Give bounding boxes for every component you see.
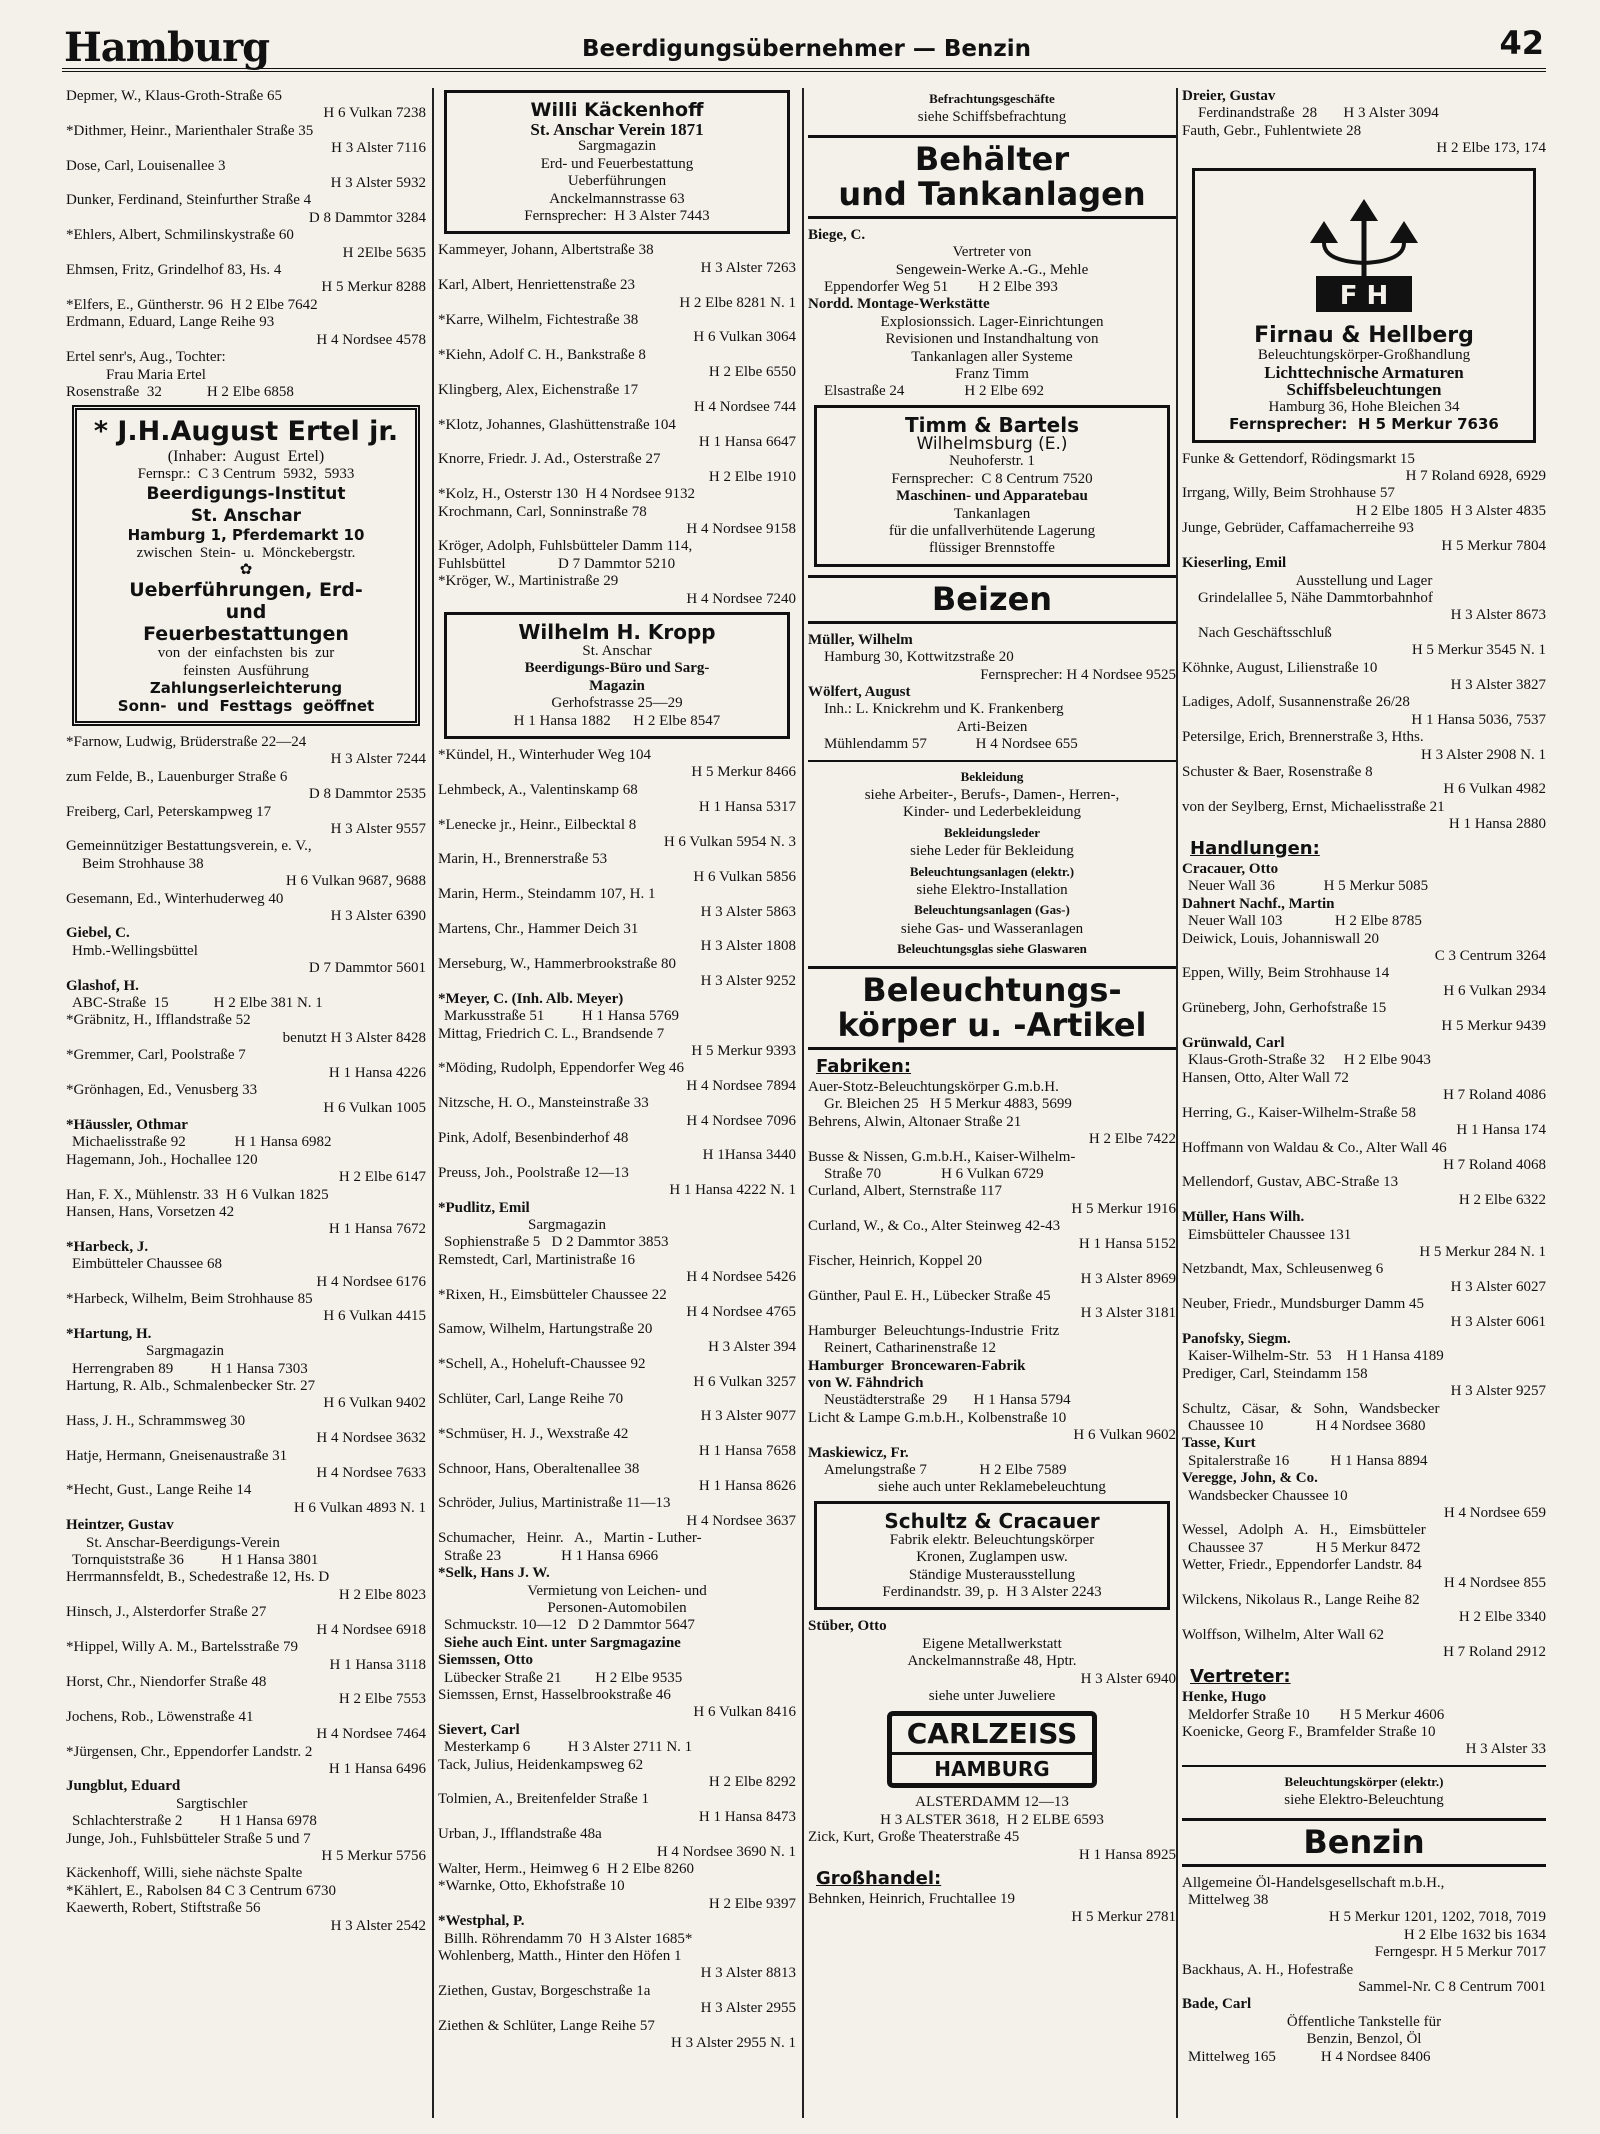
entry: Köhnke, August, Lilienstraße 10 H 3 Alster 3827 [1182,659,1546,693]
entry: Wessel, Adolph A. H., Eimsbütteler Chaussee 37 H 5 Merkur 8472 [1182,1522,1426,1556]
entry: Siemssen, Ernst, Hasselbrookstraße 46 H 6 Vulkan 8416 [438,1686,796,1721]
entry: Horst, Chr., Niendorfer Straße 48 H 2 Elbe 7553 [66,1673,426,1708]
entry: Gesemann, Ed., Winterhuderweg 40 H 3 Alster 6390 [66,890,426,925]
entry: Heintzer, Gustav St. Anschar-Beerdigungs-Verein Tornquiststraße 36 H 1 Hansa 3801 [66,1517,319,1569]
entry: Nordd. Montage-Werkstätte Explosionssich. Lager-Einrichtungen Revisionen und Instandhaltung von Tankanlagen aller Systeme Franz Timm Elsastraße 24 H 2 Elbe 692 [808,296,1104,400]
entry: Karl, Albert, Henriettenstraße 23 H 2 Elbe 8281 N. 1 [438,277,796,311]
entry: Giebel, C. Hmb.-Wellingsbüttel D 7 Dammtor 5601 [66,925,426,977]
entry: Kröger, Adolph, Fuhlsbütteler Damm 114, Fuhlsbüttel D 7 Dammtor 5210 [438,538,693,572]
entry: Schlüter, Carl, Lange Reihe 70 H 3 Alster 9077 [438,1391,796,1425]
entry: *Rixen, H., Eimsbütteler Chaussee 22 H 4 Nordsee 4765 [438,1286,796,1320]
subheading: Handlungen: [1190,837,1320,859]
entry: Ziethen, Gustav, Borgeschstraße 1a H 3 Alster 2955 [438,1982,796,2017]
entry: Irrgang, Willy, Beim Strohhause 57 H 2 Elbe 1805 H 3 Alster 4835 [1182,485,1546,519]
entry: Tolmien, A., Breitenfelder Straße 1 H 1 Hansa 8473 [438,1791,796,1825]
divider [808,760,1176,762]
page-number: 42 [1499,24,1544,62]
entry: Erdmann, Eduard, Lange Reihe 93 H 4 Nordsee 4578 [66,314,426,348]
entry: Mittag, Friedrich C. L., Brandsende 7 H 5 Merkur 9393 [438,1025,796,1059]
entry: *Hippel, Willy A. M., Bartelsstraße 79 H 1 Hansa 3118 [66,1639,426,1673]
entry: *Elfers, E., Güntherstr. 96 H 2 Elbe 7642 [66,296,318,313]
entry: *Kündel, H., Winterhuder Weg 104 H 5 Merkur 8466 [438,747,796,781]
entry: *Schmüser, H. J., Wexstraße 42 H 1 Hansa 7658 [438,1425,796,1460]
advert-ertel: * J.H.August Ertel jr. (Inhaber: August Ertel) Fernspr.: C 3 Centrum 5932, 5933 Beerdigungs-Institut St. Anschar Hamburg 1, Pferdemarkt 10 zwischen Stein- u. Mönckebergstr. ✿ Ueberführungen, Erd- und Feuerbestattungen von der einfachsten bis zur feinsten Ausführung Zahlungserleichterung Sonn- und Festtags geöffnet [72,405,420,726]
entry: Koenicke, Georg F., Bramfelder Straße 10 H 3 Alster 33 [1182,1723,1546,1758]
entry: von der Seylberg, Ernst, Michaelisstraße 21 H 1 Hansa 2880 [1182,798,1546,833]
entry: Junge, Joh., Fuhlsbütteler Straße 5 und 7 H 5 Merkur 5756 [66,1830,426,1864]
subheading: Fabriken: [816,1055,912,1077]
header-section: Beerdigungsübernehmer — Benzin [582,36,1031,62]
entry: Wetter, Friedr., Eppendorfer Landstr. 84 H 4 Nordsee 855 [1182,1557,1546,1591]
entry: Müller, Wilhelm Hamburg 30, Kottwitzstraße 20 Fernsprecher: H 4 Nordsee 9525 [808,631,1176,683]
entry: Schnoor, Hans, Oberaltenallee 38 H 1 Hansa 8626 [438,1460,796,1495]
page-header [62,20,1546,72]
column-rule [432,88,434,2118]
entry: Hoffmann von Waldau & Co., Alter Wall 46 H 7 Roland 4068 [1182,1139,1546,1173]
section-heading: Beleuchtungs- körper u. -Artikel [808,966,1176,1050]
entry: Behnken, Heinrich, Fruchtallee 19 H 5 Merkur 2781 [808,1891,1176,1925]
entry: Dunker, Ferdinand, Steinfurther Straße 4 D 8 Dammtor 3284 [66,192,426,226]
entry: Biege, C. Vertreter von Sengewein-Werke A.-G., Mehle Eppendorfer Weg 51 H 2 Elbe 393 [808,226,1089,296]
entry: *Kiehn, Adolf C. H., Bankstraße 8 H 2 Elbe 6550 [438,346,796,381]
entry: Samow, Wilhelm, Hartungstraße 20 H 3 Alster 394 [438,1321,796,1355]
entry: Wolffson, Wilhelm, Alter Wall 62 H 7 Roland 2912 [1182,1626,1546,1661]
entry: Pink, Adolf, Besenbinderhof 48 H 1Hansa 3440 [438,1129,796,1164]
advert-schultz-cracauer: Schultz & Cracauer Fabrik elektr. Beleuchtungskörper Kronen, Zuglampen usw. Ständige Musterausstellung Ferdinandstr. 39, p. H 3 Alster 2243 [814,1501,1170,1611]
entry: Veregge, John, & Co. Wandsbecker Chaussee 10 H 4 Nordsee 659 [1182,1470,1546,1522]
entry: Licht & Lampe G.m.b.H., Kolbenstraße 10 H 6 Vulkan 9602 [808,1409,1176,1444]
entry: Hatje, Hermann, Gneisenaustraße 31 H 4 Nordsee 7633 [66,1447,426,1482]
column-rule [1176,88,1178,2118]
entry: *Westphal, P. Billh. Röhrendamm 70 H 3 Alster 1685* [438,1913,693,1947]
entry: Remstedt, Carl, Martinistraße 16 H 4 Nordsee 5426 [438,1251,796,1286]
entry: *Lenecke jr., Heinr., Eilbecktal 8 H 6 Vulkan 5954 N. 3 [438,816,796,851]
entry: *Karre, Wilhelm, Fichtestraße 38 H 6 Vulkan 3064 [438,312,796,346]
section-heading: Benzin [1182,1818,1546,1867]
flower-ornament-icon: ✿ [239,561,253,578]
entry: Kammeyer, Johann, Albertstraße 38 H 3 Alster 7263 [438,242,796,276]
entry: Kaewerth, Robert, Stiftstraße 56 H 3 Alster 2542 [66,1900,426,1934]
carl-zeiss-logo: CARLZEISS HAMBURG [887,1711,1097,1788]
entry: Tack, Julius, Heidenkampsweg 62 H 2 Elbe 8292 [438,1756,796,1790]
entry: *Selk, Hans J. W. Vermietung von Leichen- und Personen-Automobilen Schmuckstr. 10—12 D 2 Dammtor 5647 Siehe auch Eint. unter Sargmagazine [438,1565,707,1651]
entry: Grünwald, Carl Klaus-Groth-Straße 32 H 2 Elbe 9043 [1182,1035,1431,1069]
entry: *Farnow, Ludwig, Brüderstraße 22—24 H 3 Alster 7244 [66,733,426,768]
section-heading: Behälter und Tankanlagen [808,135,1176,219]
entry: Hagemann, Joh., Hochallee 120 H 2 Elbe 6147 [66,1151,426,1186]
entry: Hass, J. H., Schrammsweg 30 H 4 Nordsee 3632 [66,1412,426,1447]
entry: Fischer, Heinrich, Koppel 20 H 3 Alster 8969 [808,1253,1176,1287]
entry: Schultz, Cäsar, & Sohn, Wandsbecker Chaussee 10 H 4 Nordsee 3680 [1182,1400,1440,1434]
entry: Deiwick, Louis, Johanniswall 20 C 3 Centrum 3264 [1182,930,1546,965]
entry: Herring, G., Kaiser-Wilhelm-Straße 58 H 1 Hansa 174 [1182,1104,1546,1139]
entry: Stüber, Otto Eigene Metallwerkstatt Anckelmannstraße 48, Hptr. H 3 Alster 6940 siehe unter Juweliere [808,1618,1176,1705]
column-2 [438,88,796,2108]
entry: Ziethen & Schlüter, Lange Reihe 57 H 3 Alster 2955 N. 1 [438,2017,796,2052]
entry: Dose, Carl, Louisenallee 3 H 3 Alster 5932 [66,157,426,192]
entry: Zick, Kurt, Große Theaterstraße 45 H 1 Hansa 8925 [808,1829,1176,1863]
entry: Hansen, Otto, Alter Wall 72 H 7 Roland 4086 [1182,1069,1546,1104]
subheading: Vertreter: [1190,1665,1291,1687]
entry: Cracauer, Otto Neuer Wall 36 H 5 Merkur 5085 [1182,861,1429,895]
entry: *Kröger, W., Martinistraße 29 H 4 Nordsee 7240 [438,573,796,607]
entry: Petersilge, Erich, Brennerstraße 3, Hths. H 3 Alster 2908 N. 1 [1182,729,1546,763]
entry: ALSTERDAMM 12—13 H 3 ALSTER 3618, H 2 ELBE 6593 [880,1794,1104,1828]
column-rule [802,88,804,2118]
entry: Auer-Stotz-Beleuchtungskörper G.m.b.H. Gr. Bleichen 25 H 5 Merkur 4883, 5699 [808,1079,1072,1113]
entry: Wilckens, Nikolaus R., Lange Reihe 82 H 2 Elbe 3340 [1182,1592,1546,1626]
entry: Nitzsche, H. O., Mansteinstraße 33 H 4 Nordsee 7096 [438,1095,796,1129]
subheading: Großhandel: [816,1868,942,1890]
entry: Fauth, Gebr., Fuhlentwiete 28 H 2 Elbe 173, 174 [1182,122,1546,157]
entry: *Kolz, H., Osterstr 130 H 4 Nordsee 9132 [438,486,696,503]
entry: Hansen, Hans, Vorsetzen 42 H 1 Hansa 7672 [66,1203,426,1238]
entry: Dreier, Gustav Ferdinandstraße 28 H 3 Alster 3094 [1182,88,1439,122]
entry: Ehmsen, Fritz, Grindelhof 83, Hs. 4 H 5 Merkur 8288 [66,262,426,296]
entry: Funke & Gettendorf, Rödingsmarkt 15 H 7 Roland 6928, 6929 [1182,450,1546,485]
entry: Panofsky, Siegm. Kaiser-Wilhelm-Str. 53 H 1 Hansa 4189 [1182,1330,1444,1365]
entry: *Schell, A., Hoheluft-Chaussee 92 H 6 Vulkan 3257 [438,1356,796,1390]
entry: Wölfert, August Inh.: L. Knickrehm und K. Frankenberg Arti-Beizen Mühlendamm 57 H 4 Nordsee 655 [808,683,1078,753]
entry: Depmer, W., Klaus-Groth-Straße 65 H 6 Vulkan 7238 [66,88,426,122]
entry: Ertel senr's, Aug., Tochter: Frau Maria Ertel Rosenstraße 32 H 2 Elbe 6858 [66,349,294,400]
entry: *Möding, Rudolph, Eppendorfer Weg 46 H 4 Nordsee 7894 [438,1060,796,1094]
entry: *Gremmer, Carl, Poolstraße 7 H 1 Hansa 4226 [66,1047,426,1081]
entry: Freiberg, Carl, Peterskampweg 17 H 3 Alster 9557 [66,803,426,837]
entry: Allgemeine Öl-Handelsgesellschaft m.b.H., Mittelweg 38 H 5 Merkur 1201, 1202, 7018, 7019 H 2 Elbe 1632 bis 1634 Ferngespr. H 5 Merkur 7017 [1182,1874,1546,1961]
entry: *Klotz, Johannes, Glashüttenstraße 104 H 1 Hansa 6647 [438,416,796,450]
lamp-logo-icon [1294,181,1434,321]
entry: Siemssen, Otto Lübecker Straße 21 H 2 Elbe 9535 [438,1652,683,1686]
entry: Backhaus, A. H., Hofestraße Sammel-Nr. C 8 Centrum 7001 [1182,1961,1546,1995]
svg-text:F H: F H [1339,280,1389,311]
entry: Bade, Carl Öffentliche Tankstelle für Benzin, Benzol, Öl Mittelweg 165 H 4 Nordsee 8406 [1182,1996,1442,2065]
entry: Sievert, Carl Mesterkamp 6 H 3 Alster 2711 N. 1 [438,1721,693,1756]
entry: *Meyer, C. (Inh. Alb. Meyer) Markusstraße 51 H 1 Hansa 5769 [438,990,679,1025]
entry: Neuber, Friedr., Mundsburger Damm 45 H 3 Alster 6061 [1182,1296,1546,1330]
entry: Merseburg, W., Hammerbrookstraße 80 H 3 Alster 9252 [438,955,796,990]
entry: Martens, Chr., Hammer Deich 31 H 3 Alster 1808 [438,921,796,955]
entry: Behrens, Alwin, Altonaer Straße 21 H 2 Elbe 7422 [808,1113,1176,1148]
entry: Curland, W., & Co., Alter Steinweg 42-43 H 1 Hansa 5152 [808,1218,1176,1252]
column-3: Befrachtungsgeschäfte siehe Schiffsbefrachtung Behälter und Tankanlagen Biege, C. Vertreter von Sengewein-Werke A.-G., Mehle Eppendorfer Weg 51 H 2 Elbe 393 Nordd. Montage-Werkstätte Explosionssich. Lager-Einrichtungen Revisionen und Instandhaltung von Tankanlagen aller Systeme Franz Timm Elsastraße 24 H 2 Elbe 692 Timm & Bartels Wilhelmsburg (E.) Neuhoferstr. 1 Fernsprecher: C 8 Centrum 7520 Maschinen- und Apparatebau Tankanlagen für die unfallverhütende Lagerung flüssiger Brennstoffe Beizen Müller, Wilhelm Hamburg 30, Kottwitzstraße 20 Fernsprecher: H 4 Nordsee 9525 Wölfert, August Inh.: L. Knickrehm und K. Frankenberg Arti-Beizen Mühlendamm 57 H 4 Nordsee 655 Bekleidung siehe Arbeiter-, Berufs-, Damen-, Herren-, Kinder- und Lederbekleidung Bekleidungsleder siehe Leder für Bekleidung Beleuchtungsanlagen (elektr.) siehe Elektro-Installation Beleuchtungsanlagen (Gas-) siehe Gas- und Wasseranlagen Beleuchtungsglas siehe Glaswaren Beleuchtungs- körper u. -Artikel Fabriken: Auer-Stotz-Beleuchtungskörper G.m.b.H. Gr. Bleichen 25 H 5 Merkur 4883, 5699 Behrens, Alwin, Altonaer Straße 21 H 2 Elbe 7422 Busse & Nissen, G.m.b.H., Kaiser-Wilhelm- Straße 70 H 6 Vulkan 6729 Curland, Albert, Sternstraße 117 H 5 Merkur 1916 Curland, W., & Co., Alter Steinweg 42-43 H 1 Hansa 5152 Fischer, Heinrich, Koppel 20 H 3 Alster 8969 Günther, Paul E. H., Lübecker Straße 45 H 3 Alster 3181 Hamburger Beleuchtungs-Industrie Fritz Reinert, Catharinenstraße 12 Hamburger Broncewaren-Fabrik von W. Fähndrich Neustädterstraße 29 H 1 Hansa 5794 Licht & Lampe G.m.b.H., Kolbenstraße 10 H 6 Vulkan 9602 Maskiewicz, Fr. Amelungstraße 7 H 2 Elbe 7589 siehe auch unter Reklamebeleuchtung Schultz & Cracauer Fabrik elektr. Beleuchtungskörper Kronen, Zuglampen usw. Ständige Musterausstellung Ferdinandstr. 39, p. H 3 Alster 2243 Stüber, Otto Eigene Metallwerkstatt Anckelmannstraße 48, Hptr. H 3 Alster 6940 siehe unter Juweliere CARLZEISS HAMBURG ALSTERDAMM 12—13 H 3 ALSTER 3618, H 2 ELBE 6593 Zick, Kurt, Große Theaterstraße 45 H 1 Hansa 8925 Großhandel: Behnken, Heinrich, Fruchtallee 19 H 5 Merkur 2781 [808,91,1176,1925]
entry: Krochmann, Carl, Sonninstraße 78 H 4 Nordsee 9158 [438,503,796,537]
entry: Herrmannsfeldt, B., Schedestraße 12, Hs. D H 2 Elbe 8023 [66,1569,426,1603]
entry: Käckenhoff, Willi, siehe nächste Spalte [66,1865,303,1882]
entry: Preuss, Joh., Poolstraße 12—13 H 1 Hansa 4222 N. 1 [438,1164,796,1199]
entry: Wohlenberg, Matth., Hinter den Höfen 1 H 3 Alster 8813 [438,1948,796,1982]
column-1 [66,88,426,2108]
entry: Marin, H., Brennerstraße 53 H 6 Vulkan 5856 [438,851,796,885]
entry: Jochens, Rob., Löwenstraße 41 H 4 Nordsee 7464 [66,1708,426,1743]
entry: Busse & Nissen, G.m.b.H., Kaiser-Wilhelm- Straße 70 H 6 Vulkan 6729 [808,1148,1076,1183]
entry: Gemeinnütziger Bestattungsverein, e. V., Beim Strohhause 38 H 6 Vulkan 9687, 9688 [66,838,426,890]
entry: zum Felde, B., Lauenburger Straße 6 D 8 Dammtor 2535 [66,768,426,803]
entry: Marin, Herm., Steindamm 107, H. 1 H 3 Alster 5863 [438,886,796,920]
entry: Dahnert Nachf., Martin Neuer Wall 103 H 2 Elbe 8785 [1182,895,1422,930]
advert-kropp: Wilhelm H. Kropp St. Anschar Beerdigungs-Büro und Sarg- Magazin Gerhofstrasse 25—29 H 1 Hansa 1882 H 2 Elbe 8547 [444,612,790,739]
entry: Mellendorf, Gustav, ABC-Straße 13 H 2 Elbe 6322 [1182,1174,1546,1208]
entry: *Gräbnitz, H., Ifflandstraße 52 benutzt H 3 Alster 8428 [66,1012,426,1046]
entry: Tasse, Kurt Spitalerstraße 16 H 1 Hansa 8894 [1182,1435,1428,1469]
entry: Klingberg, Alex, Eichenstraße 17 H 4 Nordsee 744 [438,381,796,416]
entry: Walter, Herm., Heimweg 6 H 2 Elbe 8260 [438,1861,695,1877]
entry: Junge, Gebrüder, Caffamacherreihe 93 H 5 Merkur 7804 [1182,520,1546,554]
entry: Hinsch, J., Alsterdorfer Straße 27 H 4 Nordsee 6918 [66,1604,426,1638]
entry: *Häussler, Othmar Michaelisstraße 92 H 1 Hansa 6982 [66,1116,332,1151]
entry: *Dithmer, Heinr., Marienthaler Straße 35 H 3 Alster 7116 [66,122,426,157]
advert-timm-bartels: Timm & Bartels Wilhelmsburg (E.) Neuhoferstr. 1 Fernsprecher: C 8 Centrum 7520 Maschinen- und Apparatebau Tankanlagen für die unfallverhütende Lagerung flüssiger Brennstoffe [814,405,1170,567]
entry: *Harbeck, J. Eimbütteler Chaussee 68 H 4 Nordsee 6176 [66,1238,426,1290]
entry: Jungblut, Eduard Sargtischler Schlachterstraße 2 H 1 Hansa 6978 [66,1778,317,1830]
entry: Grüneberg, John, Gerhofstraße 15 H 5 Merkur 9439 [1182,1000,1546,1034]
entry: *Hecht, Gust., Lange Reihe 14 H 6 Vulkan 4893 N. 1 [66,1482,426,1516]
entry: Knorre, Friedr. J. Ad., Osterstraße 27 H 2 Elbe 1910 [438,451,796,485]
entry: *Harbeck, Wilhelm, Beim Strohhause 85 H 6 Vulkan 4415 [66,1290,426,1325]
entry: Eppen, Willy, Beim Strohhause 14 H 6 Vulkan 2934 [1182,965,1546,999]
entry: Glashof, H. ABC-Straße 15 H 2 Elbe 381 N. 1 [66,977,323,1012]
entry: Schuster & Baer, Rosenstraße 8 H 6 Vulkan 4982 [1182,763,1546,798]
entry: Hamburger Broncewaren-Fabrik von W. Fähndrich Neustädterstraße 29 H 1 Hansa 5794 [808,1357,1071,1409]
entry: Urban, J., Ifflandstraße 48a H 4 Nordsee 3690 N. 1 [438,1826,796,1860]
entry: *Grönhagen, Ed., Venusberg 33 H 6 Vulkan 1005 [66,1082,426,1116]
entry: Hartung, R. Alb., Schmalenbecker Str. 27 H 6 Vulkan 9402 [66,1378,426,1412]
entry: *Kählert, E., Rabolsen 84 C 3 Centrum 6730 [66,1882,336,1899]
entry: Ladiges, Adolf, Susannenstraße 26/28 H 1 Hansa 5036, 7537 [1182,694,1546,728]
entry: Hamburger Beleuchtungs-Industrie Fritz Reinert, Catharinenstraße 12 [808,1322,1060,1357]
entry: *Hartung, H. Sargmagazin Herrengraben 89 H 1 Hansa 7303 [66,1325,308,1377]
entry: Han, F. X., Mühlenstr. 33 H 6 Vulkan 1825 [66,1186,329,1203]
advert-firnau-hellberg: F H Firnau & Hellberg Beleuchtungskörper-Großhandlung Lichttechnische Armaturen Schiffsbeleuchtungen Hamburg 36, Hohe Bleichen 34 Fernsprecher: H 5 Merkur 7636 [1192,168,1536,443]
advert-kaeckenhoff: Willi Käckenhoff St. Anschar Verein 1871 Sargmagazin Erd- und Feuerbestattung Ueberführungen Anckelmannstrasse 63 Fernsprecher: H 3 Alster 7443 [444,90,790,234]
divider [1182,1765,1546,1767]
entry: Henke, Hugo Meldorfer Straße 10 H 5 Merkur 4606 [1182,1689,1445,1723]
entry: *Warnke, Otto, Ekhofstraße 10 H 2 Elbe 9397 [438,1878,796,1912]
entry: Prediger, Carl, Steindamm 158 H 3 Alster 9257 [1182,1365,1546,1400]
entry: Maskiewicz, Fr. Amelungstraße 7 H 2 Elbe 7589 siehe auch unter Reklamebeleuchtung [808,1444,1106,1496]
entry: *Pudlitz, Emil Sargmagazin Sophienstraße 5 D 2 Dammtor 3853 [438,1199,669,1251]
entry: Günther, Paul E. H., Lübecker Straße 45 H 3 Alster 3181 [808,1287,1176,1322]
entry: *Jürgensen, Chr., Eppendorfer Landstr. 2 H 1 Hansa 6496 [66,1743,426,1777]
entry: Lehmbeck, A., Valentinskamp 68 H 1 Hansa 5317 [438,781,796,816]
header-city: Hamburg [64,24,270,71]
entry: Schröder, Julius, Martinistraße 11—13 H 4 Nordsee 3637 [438,1495,796,1529]
entry: Müller, Hans Wilh. Eimsbütteler Chaussee 131 H 5 Merkur 284 N. 1 [1182,1209,1546,1260]
entry: Curland, Albert, Sternstraße 117 H 5 Merkur 1916 [808,1183,1176,1217]
entry: Kieserling, Emil Ausstellung und Lager Grindelallee 5, Nähe Dammtorbahnhof H 3 Alster 8673 Nach Geschäftsschluß H 5 Merkur 3545 N. 1 [1182,555,1546,659]
entry: *Ehlers, Albert, Schmilinskystraße 60 H 2Elbe 5635 [66,227,426,261]
section-heading: Beizen [808,575,1176,624]
entry: Schumacher, Heinr. A., Martin - Luther- Straße 23 H 1 Hansa 6966 [438,1530,702,1564]
column-4: Dreier, Gustav Ferdinandstraße 28 H 3 Alster 3094 Fauth, Gebr., Fuhlentwiete 28 H 2 Elbe 173, 174 F H Firnau & Hellberg Beleuchtungskörper-Großhandlung Lichttechnische Armaturen Schiffsbeleuchtungen Hamburg 36, Hohe Bleichen 34 Fernsprecher: H 5 Merkur 7636 Funke & Gettendorf, Rödingsmarkt 15 H 7 Roland 6928, 6929 Irrgang, Willy, Beim Strohhause 57 H 2 Elbe 1805 H 3 Alster 4835 Junge, Gebrüder, Caffamacherreihe 93 H 5 Merkur 7804 Kieserling, Emil Ausstellung und Lager Grindelallee 5, Nähe Dammtorbahnhof H 3 Alster 8673 Nach Geschäftsschluß H 5 Merkur 3545 N. 1 Köhnke, August, Lilienstraße 10 H 3 Alster 3827 Ladiges, Adolf, Susannenstraße 26/28 H 1 Hansa 5036, 7537 Petersilge, Erich, Brennerstraße 3, Hths. H 3 Alster 2908 N. 1 Schuster & Baer, Rosenstraße 8 H 6 Vulkan 4982 von der Seylberg, Ernst, Michaelisstraße 21 H 1 Hansa 2880 Handlungen: Cracauer, Otto Neuer Wall 36 H 5 Merkur 5085 Dahnert Nachf., Martin Neuer Wall 103 H 2 Elbe 8785 Deiwick, Louis, Johanniswall 20 C 3 Centrum 3264 Eppen, Willy, Beim Strohhause 14 H 6 Vulkan 2934 Grüneberg, John, Gerhofstraße 15 H 5 Merkur 9439 Grünwald, Carl Klaus-Groth-Straße 32 H 2 Elbe 9043 Hansen, Otto, Alter Wall 72 H 7 Roland 4086 Herring, G., Kaiser-Wilhelm-Straße 58 H 1 Hansa 174 Hoffmann von Waldau & Co., Alter Wall 46 H 7 Roland 4068 Mellendorf, Gustav, ABC-Straße 13 H 2 Elbe 6322 Müller, Hans Wilh. Eimsbütteler Chaussee 131 H 5 Merkur 284 N. 1 Netzbandt, Max, Schleusenweg 6 H 3 Alster 6027 Neuber, Friedr., Mundsburger Damm 45 H 3 Alster 6061 Panofsky, Siegm. Kaiser-Wilhelm-Str. 53 H 1 Hansa 4189 Prediger, Carl, Steindamm 158 H 3 Alster 9257 Schultz, Cäsar, & Sohn, Wandsbecker Chaussee 10 H 4 Nordsee 3680 Tasse, Kurt Spitalerstraße 16 H 1 Hansa 8894 Veregge, John, & Co. Wandsbecker Chaussee 10 H 4 Nordsee 659 Wessel, Adolph A. H., Eimsbütteler Chaussee 37 H 5 Merkur 8472 Wetter, Friedr., Eppendorfer Landstr. 84 H 4 Nordsee 855 Wilckens, Nikolaus R., Lange Reihe 82 H 2 Elbe 3340 Wolffson, Wilhelm, Alter Wall 62 H 7 Roland 2912 Vertreter: Henke, Hugo Meldorfer Straße 10 H 5 Merkur 4606 Koenicke, Georg F., Bramfelder Straße 10 H 3 Alster 33 Beleuchtungskörper (elektr.) siehe Elektro-Beleuchtung Benzin Allgemeine Öl-Handelsgesellschaft m.b.H., Mittelweg 38 H 5 Merkur 1201, 1202, 7018, 7019 H 2 Elbe 1632 bis 1634 Ferngespr. H 5 Merkur 7017 Backhaus, A. H., Hofestraße Sammel-Nr. C 8 Centrum 7001 Bade, Carl Öffentliche Tankstelle für Benzin, Benzol, Öl Mittelweg 165 H 4 Nordsee 8406 [1182,88,1546,2065]
entry: Netzbandt, Max, Schleusenweg 6 H 3 Alster 6027 [1182,1261,1546,1295]
